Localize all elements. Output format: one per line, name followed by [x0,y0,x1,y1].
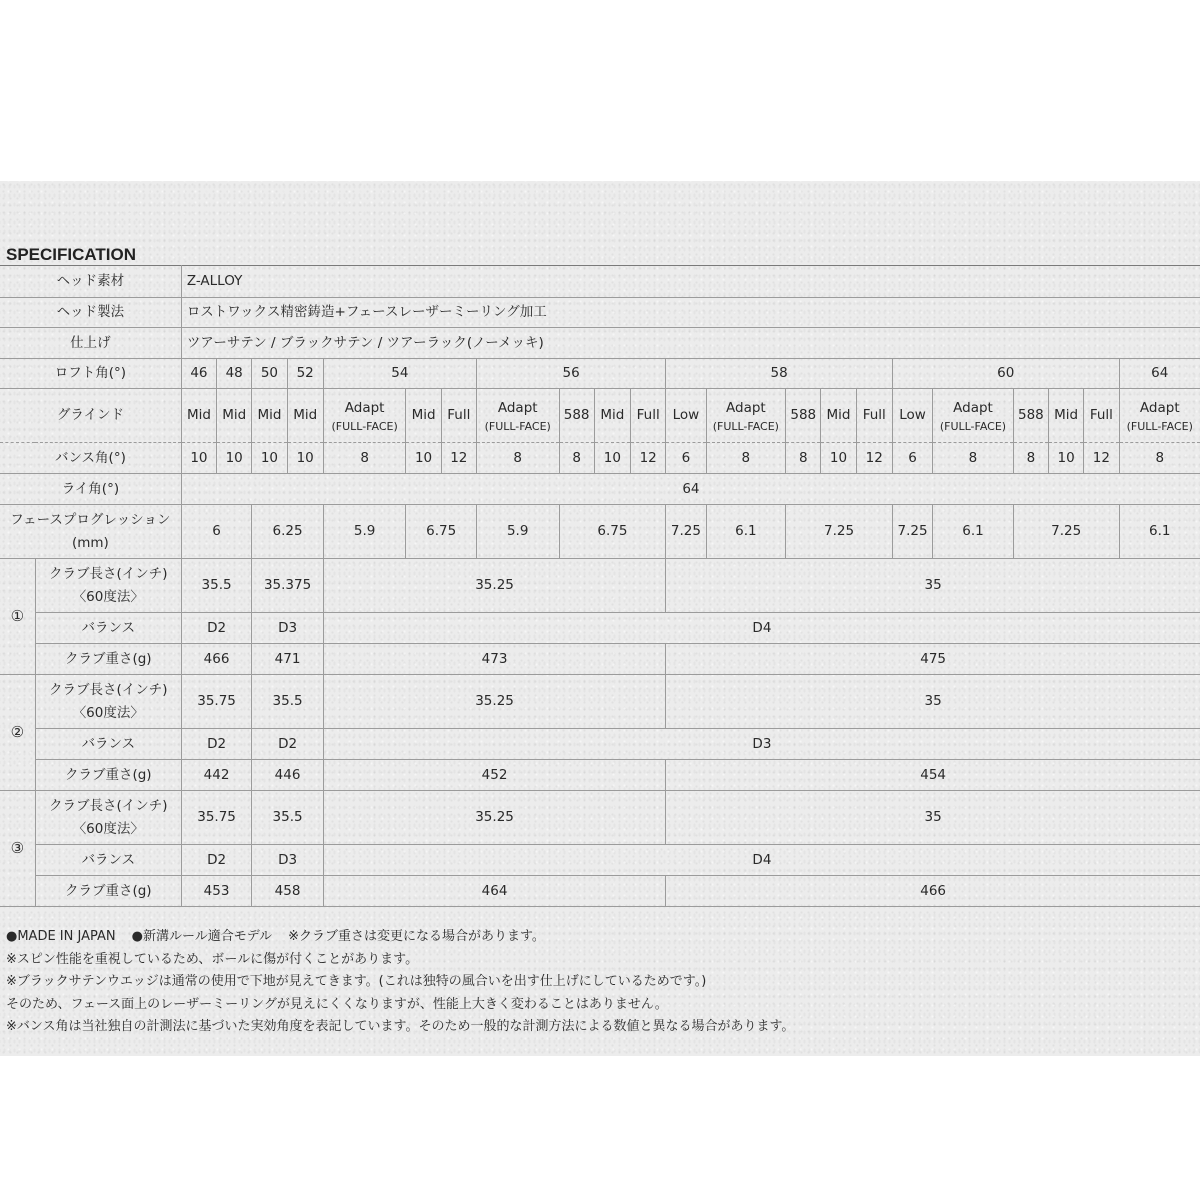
spec-table [0,265,1200,907]
weight-cell: 471 [252,644,324,675]
grind-cell: 588 [559,389,594,443]
loft-cell: 60 [892,359,1119,389]
weight-cell: 453 [181,876,252,907]
label-length-line1: クラブ長さ(インチ) [49,681,168,698]
loft-cell: 48 [217,359,252,389]
grind-cell: Mid [821,389,856,443]
fp-cell: 6.75 [559,505,666,559]
label-head-material: ヘッド素材 [0,266,181,298]
fp-cell: 7.25 [666,505,706,559]
section-mark-1: ① [0,559,35,675]
weight-cell: 473 [323,644,665,675]
section-3-length-row [0,791,1200,845]
row-head-material [0,266,1200,298]
loft-cell: 50 [252,359,287,389]
value-finish: ツアーサテン / ブラックサテン / ツアーラック(ノーメッキ) [181,328,1200,359]
grind-cell: Mid [1049,389,1084,443]
bounce-cell: 10 [217,443,252,474]
balance-cell: D3 [252,845,324,876]
label-face-progression [0,505,181,559]
label-length [35,559,181,613]
balance-cell: D2 [181,613,252,644]
length-cell: 35.5 [252,791,324,845]
grind-cell: Low [892,389,932,443]
grind-cell: 588 [786,389,821,443]
bounce-cell: 12 [631,443,666,474]
length-cell: 35.25 [323,559,665,613]
grind-cell: Mid [287,389,323,443]
weight-cell: 458 [252,876,324,907]
row-bounce [0,443,1200,474]
label-grind: グラインド [0,389,181,443]
label-length-line2: 〈60度法〉 [72,704,144,721]
fp-cell: 7.25 [786,505,893,559]
length-cell: 35.75 [181,791,252,845]
label-weight: クラブ重さ(g) [35,760,181,791]
label-head-method: ヘッド製法 [0,298,181,328]
length-cell: 35 [666,791,1200,845]
row-face-progression [0,505,1200,559]
label-length-line1: クラブ長さ(インチ) [49,565,168,582]
section-3-weight-row [0,876,1200,907]
note-weight: ※クラブ重さは変更になる場合があります。 [288,929,545,944]
bounce-cell: 8 [706,443,786,474]
bounce-cell: 6 [666,443,706,474]
fp-cell: 5.9 [476,505,559,559]
grind-cell: Full [856,389,892,443]
label-length [35,675,181,729]
note-bounce: ※バンス角は当社独自の計測法に基づいた実効角度を表記しています。そのため一般的な計測方法による数値と異なる場合があります。 [6,1019,795,1034]
bounce-cell: 10 [181,443,216,474]
grind-name: Adapt [497,400,538,416]
fp-cell: 6.75 [406,505,477,559]
weight-cell: 452 [323,760,665,791]
label-length-line2: 〈60度法〉 [72,588,144,605]
row-head-method [0,298,1200,328]
label-fp-line1: フェースプログレッション [10,511,171,528]
grind-cell: Mid [217,389,252,443]
label-length-line2: 〈60度法〉 [72,820,144,837]
label-lie: ライ角(°) [0,474,181,505]
weight-cell: 464 [323,876,665,907]
note-made-in-japan: ●MADE IN JAPAN [6,929,116,944]
weight-cell: 454 [666,760,1200,791]
length-cell: 35.5 [181,559,252,613]
label-balance: バランス [35,845,181,876]
loft-cell: 58 [666,359,893,389]
grind-cell: Full [1084,389,1119,443]
bounce-cell: 12 [441,443,476,474]
weight-cell: 442 [181,760,252,791]
weight-cell: 466 [181,644,252,675]
balance-cell: D3 [323,729,1200,760]
bounce-cell: 10 [821,443,856,474]
bounce-cell: 6 [892,443,932,474]
weight-cell: 475 [666,644,1200,675]
label-fp-line2: (mm) [71,534,109,551]
bounce-cell: 8 [323,443,406,474]
fp-cell: 7.25 [892,505,932,559]
value-head-material: Z-ALLOY [181,266,1200,298]
grind-cell [323,389,406,443]
balance-cell: D4 [323,845,1200,876]
length-cell: 35.75 [181,675,252,729]
value-head-method: ロストワックス精密鋳造+フェースレーザーミーリング加工 [181,298,1200,328]
length-cell: 35.25 [323,675,665,729]
loft-cell: 56 [476,359,665,389]
row-lie [0,474,1200,505]
loft-cell: 54 [323,359,476,389]
grind-cell: Mid [181,389,216,443]
label-balance: バランス [35,613,181,644]
bounce-cell: 8 [559,443,594,474]
grind-cell: Full [441,389,476,443]
grind-cell [706,389,786,443]
grind-sub: (FULL-FACE) [1126,420,1193,433]
bounce-cell: 8 [1013,443,1048,474]
row-finish [0,328,1200,359]
balance-cell: D4 [323,613,1200,644]
note-new-groove: ●新溝ルール適合モデル [131,929,273,944]
label-loft: ロフト角(°) [0,359,181,389]
grind-name: Adapt [726,400,766,416]
bounce-cell: 12 [856,443,892,474]
grind-cell: Mid [594,389,630,443]
note-spin: ※スピン性能を重視しているため、ボールに傷が付くことがあります。 [6,951,419,967]
value-lie: 64 [181,474,1200,505]
section-1-balance-row [0,613,1200,644]
section-2-length-row [0,675,1200,729]
grind-cell [476,389,559,443]
balance-cell: D2 [181,845,252,876]
grind-name: Adapt [953,400,993,416]
bounce-cell: 8 [1119,443,1200,474]
row-grind [0,389,1200,443]
grind-sub: (FULL-FACE) [712,420,779,433]
grind-cell: 588 [1013,389,1048,443]
fp-cell: 5.9 [323,505,406,559]
balance-cell: D2 [181,729,252,760]
bounce-cell: 10 [252,443,287,474]
spec-title: SPECIFICATION [6,245,137,264]
length-cell: 35.5 [252,675,324,729]
bounce-cell: 12 [1084,443,1119,474]
section-1-length-row [0,559,1200,613]
length-cell: 35.375 [252,559,324,613]
bounce-cell: 10 [287,443,323,474]
grind-cell: Low [666,389,706,443]
row-loft [0,359,1200,389]
grind-cell: Full [631,389,666,443]
balance-cell: D2 [252,729,324,760]
spec-notes [6,926,794,1039]
loft-cell: 46 [181,359,216,389]
section-1-weight-row [0,644,1200,675]
grind-cell [933,389,1014,443]
grind-cell [1119,389,1200,443]
length-cell: 35 [666,675,1200,729]
label-weight: クラブ重さ(g) [35,644,181,675]
length-cell: 35.25 [323,791,665,845]
bounce-cell: 10 [1049,443,1084,474]
section-mark-3: ③ [0,791,35,907]
note-line-1 [6,926,794,949]
fp-cell: 7.25 [1013,505,1119,559]
bounce-cell: 10 [594,443,630,474]
bounce-cell: 8 [786,443,821,474]
note-black-satin: ※ブラックサテンウエッジは通常の使用で下地が見えてきます。(これは独特の風合いを出す仕上げにしているためです。) [6,974,707,989]
grind-name: Adapt [344,400,385,416]
label-length [35,791,181,845]
label-balance: バランス [35,729,181,760]
loft-cell: 64 [1119,359,1200,389]
section-mark-2: ② [0,675,35,791]
grind-sub: (FULL-FACE) [484,420,551,433]
note-laser: そのため、フェース面上のレーザーミーリングが見えにくくなりますが、性能上大きく変わることはありません。 [6,996,668,1012]
label-length-line1: クラブ長さ(インチ) [49,797,168,814]
label-finish: 仕上げ [0,328,181,359]
section-3-balance-row [0,845,1200,876]
grind-cell: Mid [252,389,287,443]
bounce-cell: 10 [406,443,441,474]
grind-name: Adapt [1139,400,1180,416]
grind-sub: (FULL-FACE) [939,420,1007,433]
fp-cell: 6 [181,505,252,559]
length-cell: 35 [666,559,1200,613]
bounce-cell: 8 [476,443,559,474]
weight-cell: 446 [252,760,324,791]
fp-cell: 6.1 [706,505,786,559]
section-2-weight-row [0,760,1200,791]
fp-cell: 6.25 [252,505,324,559]
label-weight: クラブ重さ(g) [35,876,181,907]
fp-cell: 6.1 [933,505,1014,559]
loft-cell: 52 [287,359,323,389]
section-2-balance-row [0,729,1200,760]
grind-cell: Mid [406,389,441,443]
grind-sub: (FULL-FACE) [331,420,398,433]
fp-cell: 6.1 [1119,505,1200,559]
balance-cell: D3 [252,613,324,644]
bounce-cell: 8 [933,443,1014,474]
weight-cell: 466 [666,876,1200,907]
label-bounce: バンス角(°) [0,443,181,474]
